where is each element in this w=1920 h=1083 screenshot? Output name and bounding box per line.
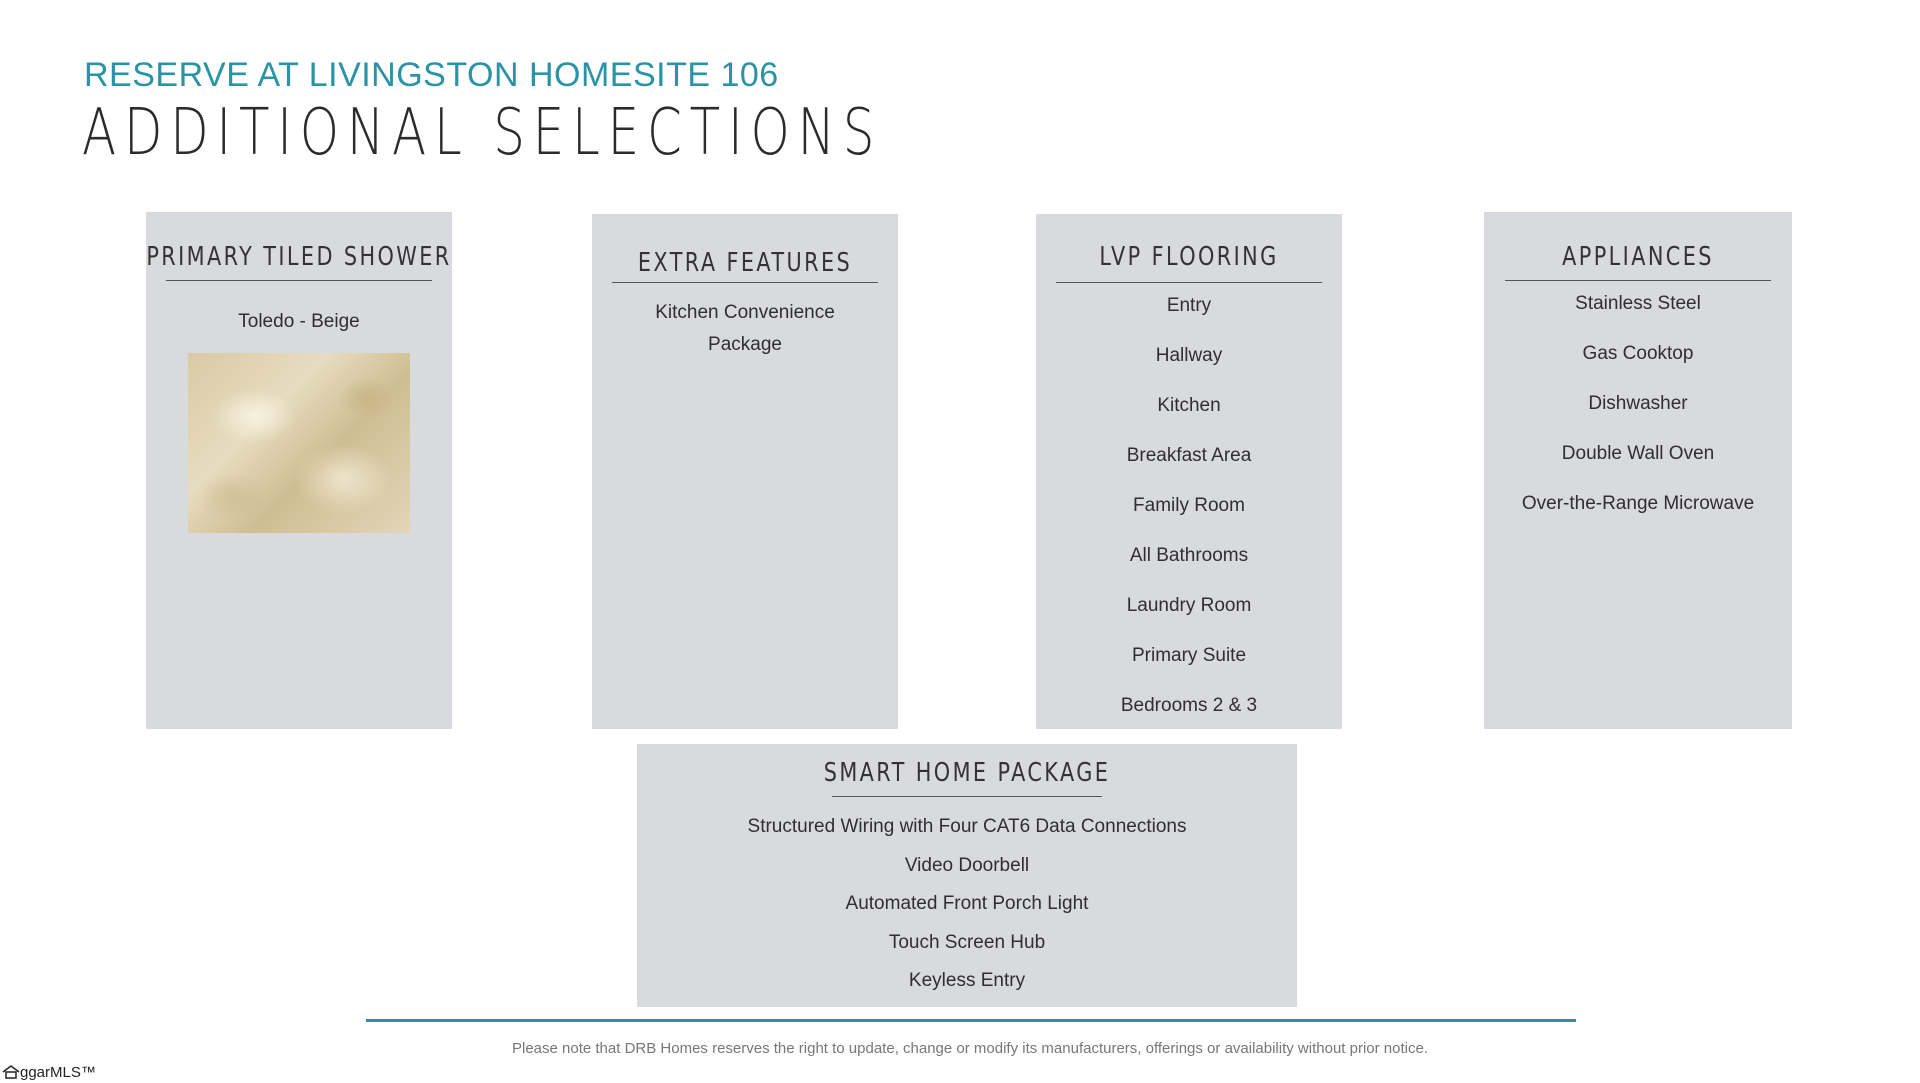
- list-item: Breakfast Area: [1126, 445, 1252, 466]
- list-item: Gas Cooktop: [1582, 343, 1694, 364]
- card-title: LVP FLOORING: [1099, 242, 1279, 272]
- list-item: Toledo - Beige: [238, 311, 360, 332]
- card-smart-home-package: [637, 744, 1297, 1007]
- list-item: Keyless Entry: [908, 970, 1026, 991]
- card-extra-features: [592, 214, 898, 729]
- list-item: Package: [708, 334, 782, 355]
- list-item: Touch Screen Hub: [888, 932, 1046, 953]
- card-primary-tiled-shower: [146, 212, 452, 729]
- card-lvp-flooring: [1036, 214, 1342, 729]
- list-item: Bedrooms 2 & 3: [1120, 695, 1258, 716]
- list-item: All Bathrooms: [1129, 545, 1249, 566]
- list-item: Double Wall Oven: [1561, 443, 1715, 464]
- list-item: Automated Front Porch Light: [845, 893, 1089, 914]
- card-divider: [166, 280, 432, 281]
- card-divider: [832, 796, 1102, 797]
- card-divider: [1505, 280, 1771, 281]
- page-title: ADDITIONAL SELECTIONS: [82, 96, 883, 170]
- disclaimer-text: Please note that DRB Homes reserves the right to update, change or modify its manufacturers, offerings or availability without prior notice.: [511, 1040, 1428, 1057]
- list-item: Stainless Steel: [1575, 293, 1701, 314]
- tile-swatch-image: [188, 353, 410, 533]
- subtitle: RESERVE AT LIVINGSTON HOMESITE 106: [84, 56, 779, 94]
- list-item: Entry: [1166, 295, 1212, 316]
- list-item: Over-the-Range Microwave: [1521, 493, 1755, 514]
- footer-divider: [366, 1019, 1576, 1022]
- card-title-wrap: [788, 758, 1146, 788]
- card-title-wrap: [1543, 242, 1733, 272]
- card-divider: [612, 282, 878, 283]
- list-item: Dishwasher: [1588, 393, 1688, 414]
- list-item: Hallway: [1155, 345, 1223, 366]
- card-title-wrap: [611, 248, 879, 278]
- list-item: Laundry Room: [1126, 595, 1252, 616]
- list-item: Family Room: [1133, 495, 1245, 516]
- list-item: Kitchen Convenience: [655, 302, 835, 323]
- list-item: Kitchen: [1157, 395, 1221, 416]
- list-item: Structured Wiring with Four CAT6 Data Connections: [747, 816, 1187, 837]
- list-item: Primary Suite: [1131, 645, 1247, 666]
- house-icon: [2, 1065, 20, 1079]
- card-title: EXTRA FEATURES: [637, 248, 853, 278]
- card-title: APPLIANCES: [1562, 242, 1714, 272]
- card-title-wrap: [1077, 242, 1301, 272]
- card-appliances: [1484, 212, 1792, 729]
- card-divider: [1056, 282, 1322, 283]
- card-title: PRIMARY TILED SHOWER: [146, 242, 452, 272]
- card-title: SMART HOME PACKAGE: [823, 758, 1111, 788]
- brand-text: ggarMLS™: [20, 1064, 96, 1081]
- list-item: Video Doorbell: [904, 855, 1030, 876]
- brand-watermark: [2, 1064, 96, 1081]
- card-title-wrap: [108, 242, 490, 272]
